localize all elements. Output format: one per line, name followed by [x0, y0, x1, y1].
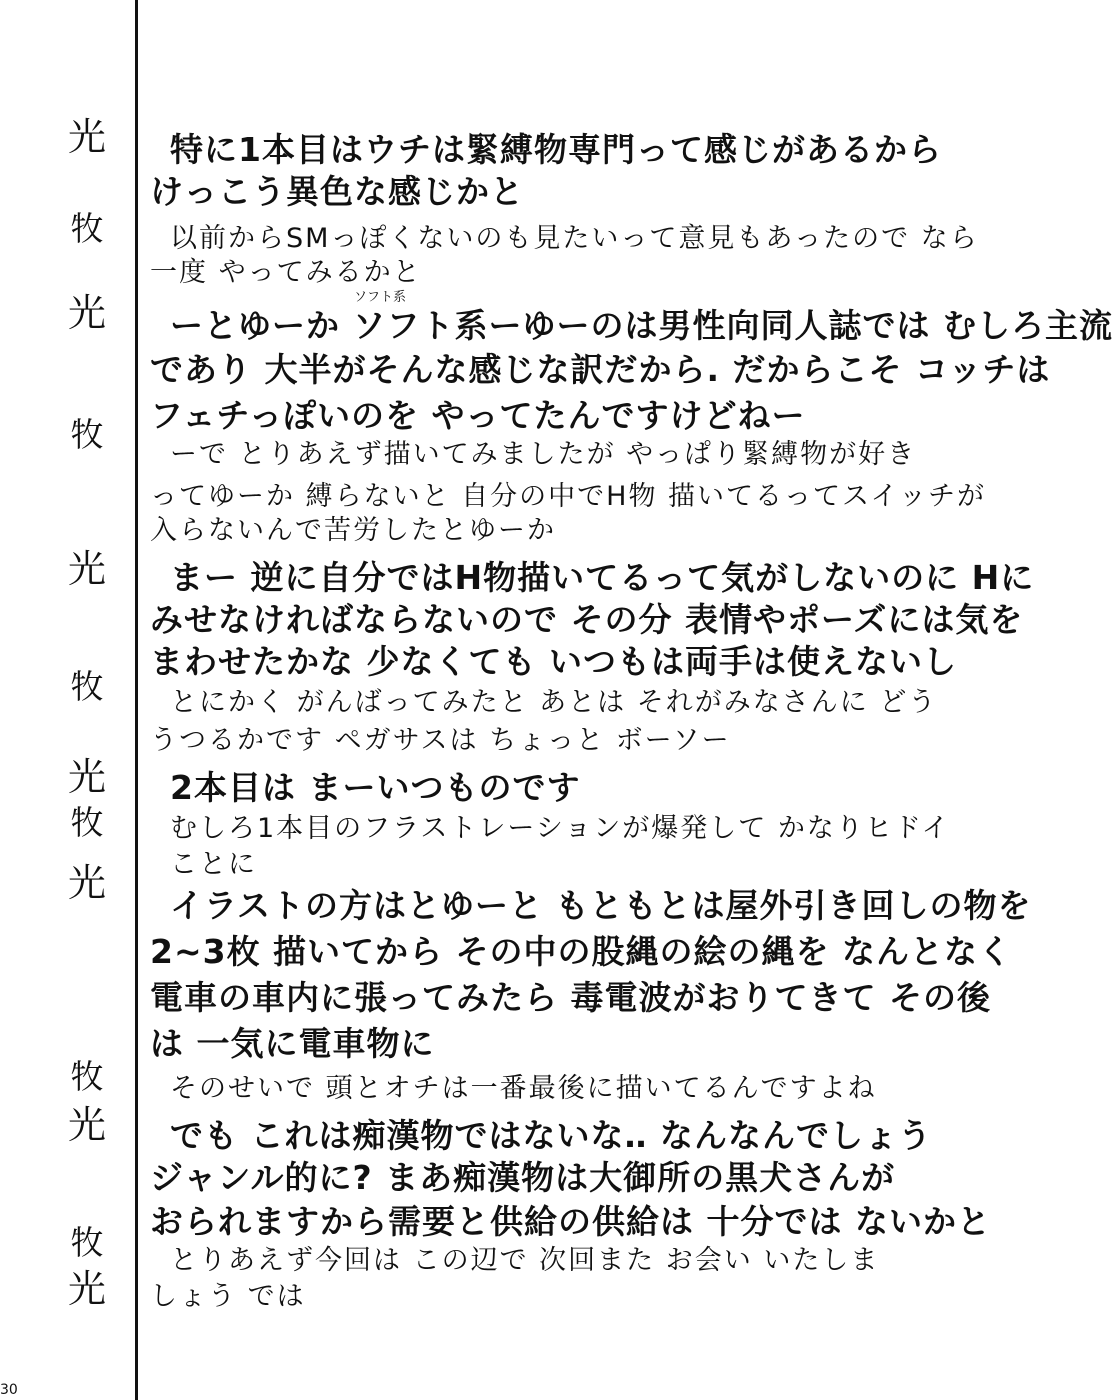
dialogue-line: は 一気に電車物に: [150, 1024, 435, 1063]
page-number: 30: [0, 1382, 18, 1398]
dialogue-line: ことに: [170, 849, 257, 880]
dialogue-line: 電車の車内に張ってみたら 毒電波がおりてきて その後: [150, 978, 991, 1017]
dialogue-line: とりあえず今回は この辺で 次回また お会い いたしま: [170, 1245, 880, 1276]
speaker-hikari: 光: [67, 547, 106, 591]
dialogue-line: おられますから需要と供給の供給は 十分では ないかと: [150, 1202, 991, 1241]
speaker-maki: 牧: [70, 803, 104, 842]
dialogue-line: みせなければならないので その分 表情やポーズには気を: [150, 600, 1024, 639]
margin-rule: [135, 0, 138, 1400]
dialogue-line: ジャンル的に? まあ痴漢物は大御所の黒犬さんが: [150, 1158, 896, 1197]
speaker-hikari: 光: [67, 1267, 106, 1311]
speaker-maki: 牧: [70, 1057, 104, 1096]
dialogue-line: であり 大半がそんな感じな訳だから. だからこそ コッチは: [150, 350, 1051, 389]
dialogue-line: ーとゆーか ソフト系ーゆーのは男性向同人誌では むしろ主流: [170, 306, 1113, 345]
dialogue-line: うつるかです ペガサスは ちょっと ボーソー: [150, 725, 731, 756]
speaker-hikari: 光: [67, 291, 106, 335]
dialogue-line: ーで とりあえず描いてみましたが やっぱり緊縛物が好き: [170, 439, 917, 470]
speaker-maki: 牧: [70, 209, 104, 248]
dialogue-line: 以前からSMっぽくないのも見たいって意見もあったので なら: [170, 223, 979, 254]
dialogue-line: でも これは痴漢物ではないな‥ なんなんでしょう: [170, 1116, 932, 1155]
dialogue-line: イラストの方はとゆーと もともとは屋外引き回しの物を: [170, 886, 1032, 925]
ruby-annotation: ソフト系: [354, 290, 407, 305]
dialogue-line: 一度 やってみるかと: [150, 257, 422, 288]
speaker-maki: 牧: [70, 415, 104, 454]
dialogue-line: むしろ1本目のフラストレーションが爆発して かなりヒドイ: [170, 813, 951, 844]
dialogue-line: そのせいで 頭とオチは一番最後に描いてるんですよね: [170, 1073, 877, 1104]
dialogue-line: フェチっぽいのを やってたんですけどねー: [150, 396, 806, 435]
speaker-hikari: 光: [67, 755, 106, 799]
speaker-maki: 牧: [70, 667, 104, 706]
speaker-hikari: 光: [67, 1103, 106, 1147]
speaker-hikari: 光: [67, 861, 106, 905]
speaker-hikari: 光: [67, 115, 106, 159]
dialogue-line: 2~3枚 描いてから その中の股縄の絵の縄を なんとなく: [150, 932, 1013, 971]
dialogue-line: まわせたかな 少なくても いつもは両手は使えないし: [150, 642, 957, 681]
dialogue-line: とにかく がんばってみたと あとは それがみなさんに どう: [170, 687, 938, 718]
dialogue-line: 2本目は まーいつものです: [170, 768, 581, 807]
dialogue-line: 特に1本目はウチは緊縛物専門って感じがあるから: [170, 130, 942, 169]
dialogue-line: しょう では: [150, 1281, 306, 1312]
speaker-maki: 牧: [70, 1223, 104, 1262]
dialogue-line: けっこう異色な感じかと: [150, 172, 524, 211]
dialogue-line: まー 逆に自分ではH物描いてるって気がしないのに Hに: [170, 558, 1035, 597]
dialogue-line: 入らないんで苦労したとゆーか: [150, 515, 556, 546]
dialogue-line: ってゆーか 縛らないと 自分の中でH物 描いてるってスイッチが: [150, 481, 986, 512]
